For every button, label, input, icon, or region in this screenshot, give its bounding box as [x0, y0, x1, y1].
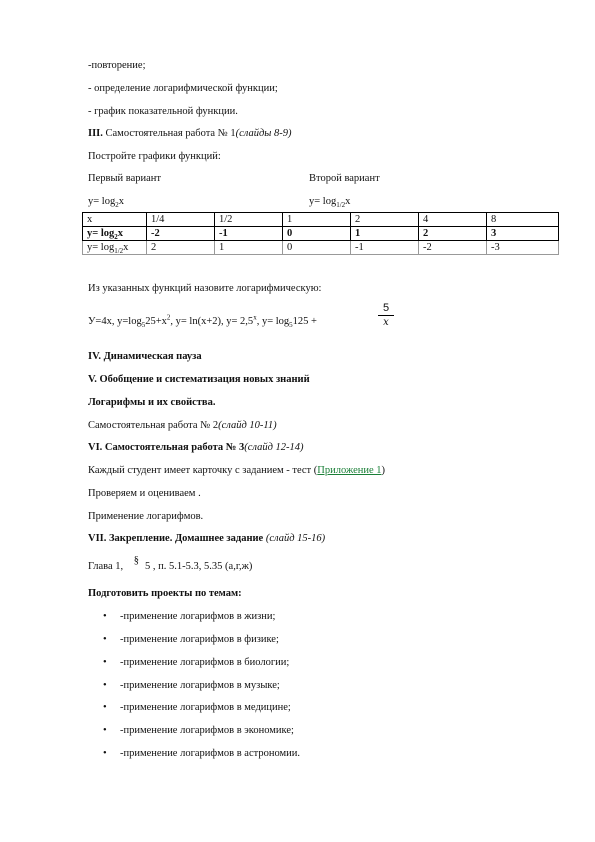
section-7-text: VII. Закрепление. Домашнее задание — [88, 533, 264, 544]
section-sign-icon: § — [133, 555, 140, 566]
list-item: -применение логарифмов в музыке; — [120, 680, 280, 691]
fraction-denominator: x — [383, 317, 389, 328]
chapter-paragraphs: 5 , п. 5.1-5.3, 5.35 (а,г,ж) — [145, 561, 253, 572]
section-6-heading — [88, 441, 304, 454]
table-cell: -1 — [351, 241, 419, 255]
card-text-post: ) — [381, 465, 386, 476]
table-row-x — [83, 213, 559, 227]
functions-formula — [88, 315, 317, 328]
table-cell-label — [83, 227, 147, 241]
formula-superscript: 2 — [166, 313, 171, 322]
fraction-numerator: 5 — [382, 302, 390, 314]
label-text: x — [117, 228, 124, 239]
section-6-text: VI. Самостоятельная работа № 3 — [88, 442, 245, 453]
table-cell: -1 — [215, 227, 283, 241]
formula-text: x — [345, 196, 351, 207]
bullet-icon: • — [103, 657, 107, 668]
intro-line-1: -повторение; — [88, 60, 146, 71]
card-text — [88, 464, 385, 477]
list-item: -применение логарифмов в экономике; — [120, 725, 294, 736]
formula-subscript: 5 — [289, 321, 293, 330]
task-text: Постройте графики функций: — [88, 151, 221, 162]
independent-work-2-text: Самостоятельная работа № 2 — [88, 420, 219, 431]
table-cell: 0 — [283, 241, 351, 255]
chapter-text: Глава 1, — [88, 561, 124, 572]
values-table — [82, 212, 559, 255]
section-3-slides: (слайды 8-9) — [235, 128, 292, 139]
independent-work-2 — [88, 419, 277, 432]
bullet-icon: • — [103, 611, 107, 622]
intro-line-2: - определение логарифмической функции; — [88, 83, 278, 94]
table-cell: 8 — [487, 213, 559, 227]
label-text: x — [123, 242, 129, 253]
variant-1-label: Первый вариант — [88, 173, 161, 184]
formula-subscript: 2 — [115, 201, 119, 210]
properties-heading: Логарифмы и их свойства. — [88, 397, 216, 408]
table-row-log2 — [83, 227, 559, 241]
list-item: -применение логарифмов в астрономии. — [120, 748, 300, 759]
list-item: -применение логарифмов в медицине; — [120, 702, 291, 713]
formula-text: , y= ln(x+2), y= 2,5 — [170, 316, 254, 327]
section-4-heading: IV. Динамическая пауза — [88, 351, 202, 362]
bullet-icon: • — [103, 634, 107, 645]
appendix-1-link[interactable]: Приложение 1 — [317, 465, 382, 476]
table-cell: -3 — [487, 241, 559, 255]
variant-2-formula — [309, 195, 350, 208]
bullet-icon: • — [103, 748, 107, 759]
table-cell: 0 — [283, 227, 351, 241]
section-7-heading — [88, 532, 325, 545]
label-text: y= log — [87, 242, 115, 253]
table-cell: -2 — [419, 241, 487, 255]
fraction-bar — [378, 315, 394, 316]
section-7-slides: (слайд 15-16) — [263, 533, 326, 544]
table-cell: 2 — [351, 213, 419, 227]
table-cell-label — [83, 241, 147, 255]
section-3-number: III. — [88, 128, 103, 139]
formula-text: 125 + — [292, 316, 317, 327]
list-item: -применение логарифмов в биологии; — [120, 657, 290, 668]
table-cell-label: x — [83, 213, 147, 227]
formula-text: У=4x, y=log — [88, 316, 142, 327]
table-cell: 2 — [147, 241, 215, 255]
table-cell: -2 — [147, 227, 215, 241]
fraction-five-over-x — [378, 302, 394, 328]
check-text: Проверяем и оцениваем . — [88, 488, 201, 499]
table-cell: 1 — [215, 241, 283, 255]
formula-text: x — [118, 196, 124, 207]
table-cell: 1 — [351, 227, 419, 241]
label-subscript: 1/2 — [114, 247, 124, 256]
section-3-title: Самостоятельная работа № 1 — [102, 128, 236, 139]
bullet-icon: • — [103, 680, 107, 691]
section-5-heading: V. Обобщение и систематизация новых знаний — [88, 374, 310, 385]
formula-subscript: 1/2 — [336, 201, 346, 210]
list-item: -применение логарифмов в жизни; — [120, 611, 276, 622]
table-row-log-half — [83, 241, 559, 255]
formula-subscript: 5 — [141, 321, 146, 330]
apply-text: Применение логарифмов. — [88, 511, 204, 522]
card-text-pre: Каждый студент имеет карточку с заданием - тест ( — [88, 465, 318, 476]
table-cell: 3 — [487, 227, 559, 241]
projects-title: Подготовить проекты по темам: — [88, 588, 242, 599]
label-subscript: 2 — [114, 233, 118, 242]
variant-1-formula — [88, 195, 124, 208]
table-cell: 1 — [283, 213, 351, 227]
table-cell: 4 — [419, 213, 487, 227]
question-text: Из указанных функций назовите логарифмическую: — [88, 283, 322, 294]
table-cell: 2 — [419, 227, 487, 241]
formula-text: 25+x — [145, 316, 167, 327]
label-text: y= log — [87, 228, 115, 239]
formula-text: , y= log — [256, 316, 290, 327]
formula-text: y= log — [88, 196, 116, 207]
chapter-line — [88, 555, 253, 573]
section-6-slides: (слайд 12-14) — [244, 442, 304, 453]
formula-text: y= log — [309, 196, 337, 207]
intro-line-3: - график показательной функции. — [88, 106, 238, 117]
formula-superscript: x — [253, 313, 257, 322]
list-item: -применение логарифмов в физике; — [120, 634, 279, 645]
variant-2-label: Второй вариант — [309, 173, 380, 184]
section-3-heading — [88, 127, 292, 140]
bullet-icon: • — [103, 725, 107, 736]
independent-work-2-slides: (слайд 10-11) — [218, 420, 277, 431]
bullet-icon: • — [103, 702, 107, 713]
table-cell: 1/2 — [215, 213, 283, 227]
table-cell: 1/4 — [147, 213, 215, 227]
